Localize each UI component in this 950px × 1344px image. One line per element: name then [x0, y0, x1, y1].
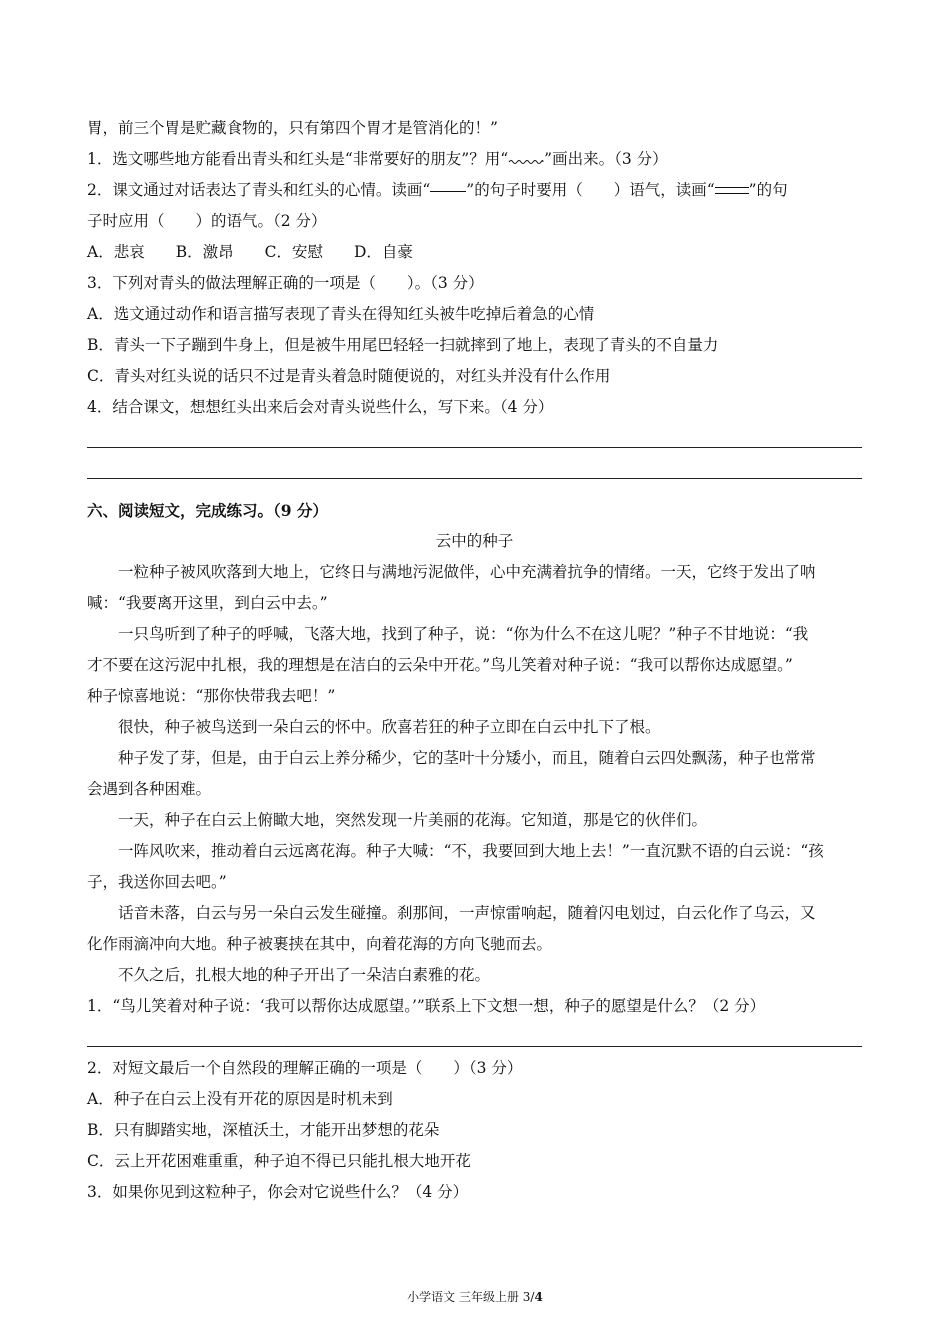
passage-line: 化作雨滴冲向大地。种子被裹挟在其中，向着花海的方向飞驰而去。: [87, 935, 553, 953]
s5-question-2-options: A．悲哀 B．激昂 C．安慰 D．自豪: [87, 243, 413, 261]
s6-question-2: 2．对短文最后一个自然段的理解正确的一项是（ ）（3 分）: [87, 1059, 523, 1077]
s5-question-3: 3．下列对青头的做法理解正确的一项是（ ）。（3 分）: [87, 274, 484, 292]
s5-q2-text-mid: ”的句子时要用（ ）语气，读画“: [466, 181, 715, 199]
passage-line: 一粒种子被风吹落到大地上，它终日与满地污泥做伴，心中充满着抗争的情绪。一天，它终于发出了呐: [118, 563, 816, 581]
s6-question-1: 1．“鸟儿笑着对种子说：‘我可以帮你达成愿望。’”联系上下文想一想，种子的愿望是什么？（2 分）: [87, 997, 766, 1015]
s5-q1-text-end: ”画出来。（3 分）: [544, 150, 668, 168]
s6-q2-option-b: B．只有脚踏实地，深植沃土，才能开出梦想的花朵: [87, 1121, 440, 1139]
answer-line[interactable]: [87, 1022, 862, 1053]
passage-line: 一只鸟听到了种子的呼喊，飞落大地，找到了种子，说：“你为什么不在这儿呢？”种子不甘地说：“我: [118, 625, 809, 643]
passage-line: 不久之后，扎根大地的种子开出了一朵洁白素雅的花。: [118, 966, 491, 984]
passage-line: 才不要在这污泥中扎根，我的理想是在洁白的云朵中开花。”鸟儿笑着对种子说：“我可以帮你达成愿望。”: [87, 656, 793, 674]
passage-line: 话音未落，白云与另一朵白云发生碰撞。刹那间，一声惊雷响起，随着闪电划过，白云化作了乌云，又: [118, 904, 816, 922]
s5-q3-option-c: C．青头对红头说的话只不过是青头着急时随便说的，对红头并没有什么作用: [87, 367, 611, 385]
section-6-heading: 六、阅读短文，完成练习。（9 分）: [87, 501, 328, 520]
passage-line: 会遇到各种困难。: [87, 780, 212, 798]
s5-question-1: [87, 144, 862, 175]
passage-line: 一天，种子在白云上俯瞰大地，突然发现一片美丽的花海。它知道，那是它的伙伴们。: [118, 811, 708, 829]
s5-q1-text: 1．选文哪些地方能看出青头和红头是“非常要好的朋友”？用“: [87, 150, 509, 168]
continuation-text: 胃，前三个胃是贮藏食物的，只有第四个胃才是管消化的！”: [87, 119, 498, 137]
s6-question-3: 3．如果你见到这粒种子，你会对它说些什么？（4 分）: [87, 1183, 469, 1201]
passage-line: 子，我送你回去吧。”: [87, 873, 227, 891]
footer-total-pages: 4: [534, 1290, 543, 1304]
s6-q2-option-c: C．云上开花困难重重，种子迫不得已只能扎根大地开花: [87, 1152, 471, 1170]
wavy-underline-mark: [508, 158, 544, 166]
passage-line: 一阵风吹来，推动着白云远离花海。种子大喊：“不，我要回到大地上去！”一直沉默不语的白云说：“孩: [118, 842, 824, 860]
s5-question-2: [87, 175, 862, 206]
s5-q3-option-b: B．青头一下子蹦到牛身上，但是被牛用尾巴轻轻一扫就摔到了地上，表现了青头的不自量力: [87, 336, 719, 354]
answer-line[interactable]: [87, 454, 862, 485]
passage-line: 种子惊喜地说：“那你快带我去吧！”: [87, 687, 336, 705]
s5-q3-option-a: A．选文通过动作和语言描写表现了青头在得知红头被牛吃掉后着急的心情: [87, 305, 595, 323]
page-footer: [0, 1288, 950, 1305]
s5-q2-text: 2．课文通过对话表达了青头和红头的心情。读画“: [87, 181, 431, 199]
s6-q2-option-a: A．种子在白云上没有开花的原因是时机未到: [87, 1090, 393, 1108]
double-underline-mark: [715, 187, 749, 194]
answer-line[interactable]: [87, 423, 862, 454]
passage-line: 喊：“我要离开这里，到白云中去。”: [87, 594, 328, 612]
passage-line: 种子发了芽，但是，由于白云上养分稀少，它的茎叶十分矮小，而且，随着白云四处飘荡，种子也常常: [118, 749, 816, 767]
straight-underline-mark: [430, 191, 466, 192]
passage-title: 云中的种子: [435, 532, 514, 550]
s5-question-4: 4．结合课文，想想红头出来后会对青头说些什么，写下来。（4 分）: [87, 398, 554, 416]
exam-page: [87, 113, 862, 1208]
passage-line: 很快，种子被鸟送到一朵白云的怀中。欣喜若狂的种子立即在白云中扎下了根。: [118, 718, 661, 736]
s5-q2-text-end: ”的句: [748, 181, 788, 199]
s5-question-2-line2: 子时应用（ ）的语气。（2 分）: [87, 212, 327, 230]
footer-label: 小学语文 三年级上册 3/: [407, 1290, 535, 1304]
